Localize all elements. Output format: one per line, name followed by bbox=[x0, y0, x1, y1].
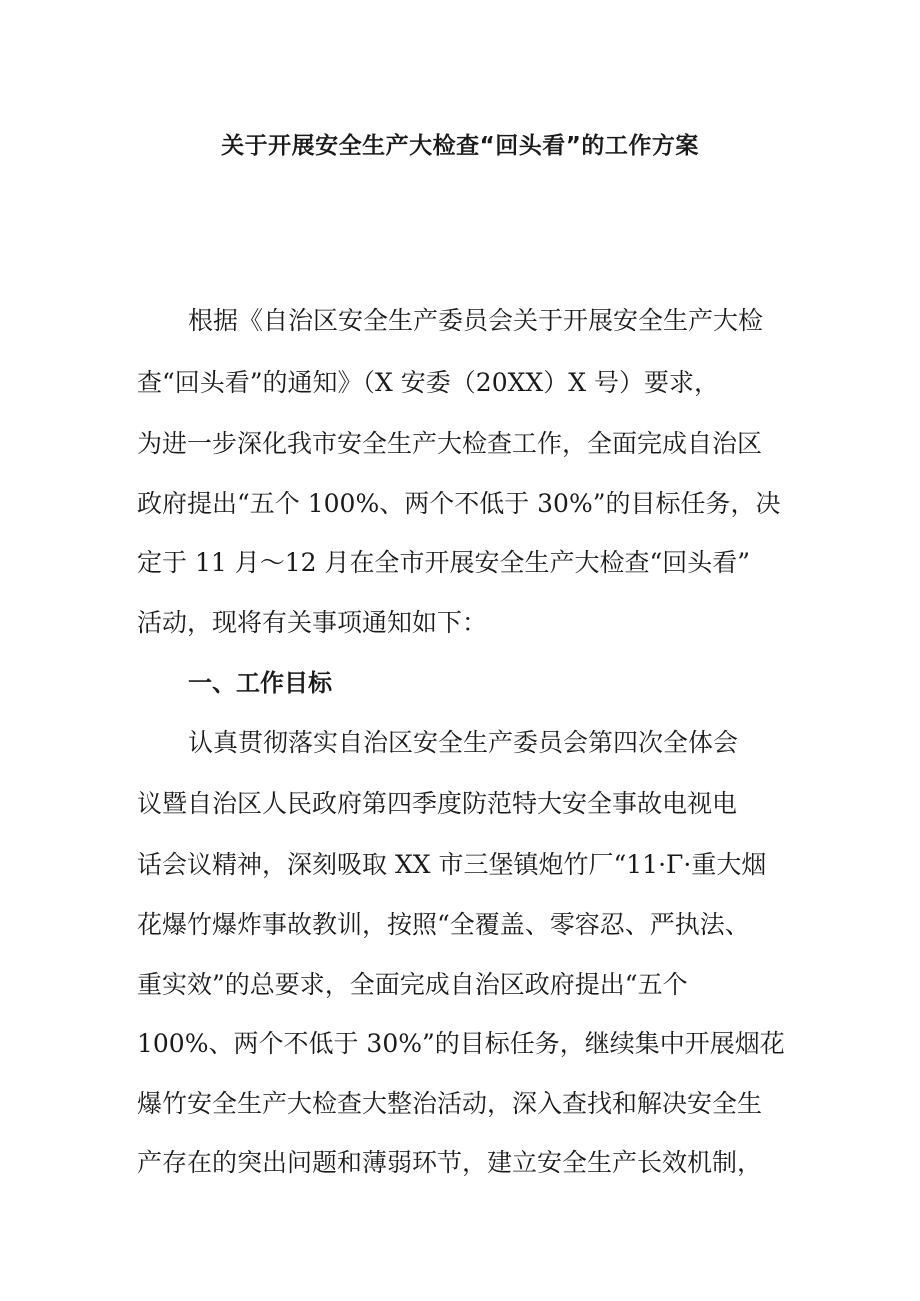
intro-line-6: 活动，现将有关事项通知如下： bbox=[137, 608, 488, 637]
section-1-line-4: 花爆竹爆炸事故教训，按照“全覆盖、零容忍、严执法、 bbox=[137, 910, 750, 939]
intro-line-1: 根据《自治区安全生产委员会关于开展安全生产大检 bbox=[188, 306, 764, 335]
intro-line-5: 定于 11 月～12 月在全市开展安全生产大检查“回头看” bbox=[137, 548, 751, 577]
document-title: 关于开展安全生产大检查“回头看”的工作方案 bbox=[221, 133, 699, 159]
intro-line-2: 查“回头看”的通知》（X 安委（20XX）X 号）要求， bbox=[137, 368, 719, 397]
intro-line-4: 政府提出“五个 100%、两个不低于 30%”的目标任务，决 bbox=[137, 489, 781, 518]
intro-line-3: 为进一步深化我市安全生产大检查工作，全面完成自治区 bbox=[137, 429, 763, 458]
section-1-line-5: 重实效”的总要求，全面完成自治区政府提出“五个 bbox=[137, 970, 688, 999]
section-1-line-3: 话会议精神，深刻吸取 XX 市三堡镇炮竹厂“11·Γ·重大烟 bbox=[137, 850, 767, 879]
section-heading-work-goals: 一、工作目标 bbox=[188, 669, 332, 697]
section-1-line-2: 议暨自治区人民政府第四季度防范特大安全事故电视电 bbox=[137, 789, 738, 818]
section-1-line-6: 100%、两个不低于 30%”的目标任务，继续集中开展烟花 bbox=[137, 1029, 785, 1058]
section-1-line-7: 爆竹安全生产大检查大整治活动，深入查找和解决安全生 bbox=[137, 1089, 763, 1118]
section-1-line-1: 认真贯彻落实自治区安全生产委员会第四次全体会 bbox=[188, 728, 739, 757]
section-1-line-8: 产存在的突出问题和薄弱环节，建立安全生产长效机制， bbox=[137, 1148, 763, 1177]
